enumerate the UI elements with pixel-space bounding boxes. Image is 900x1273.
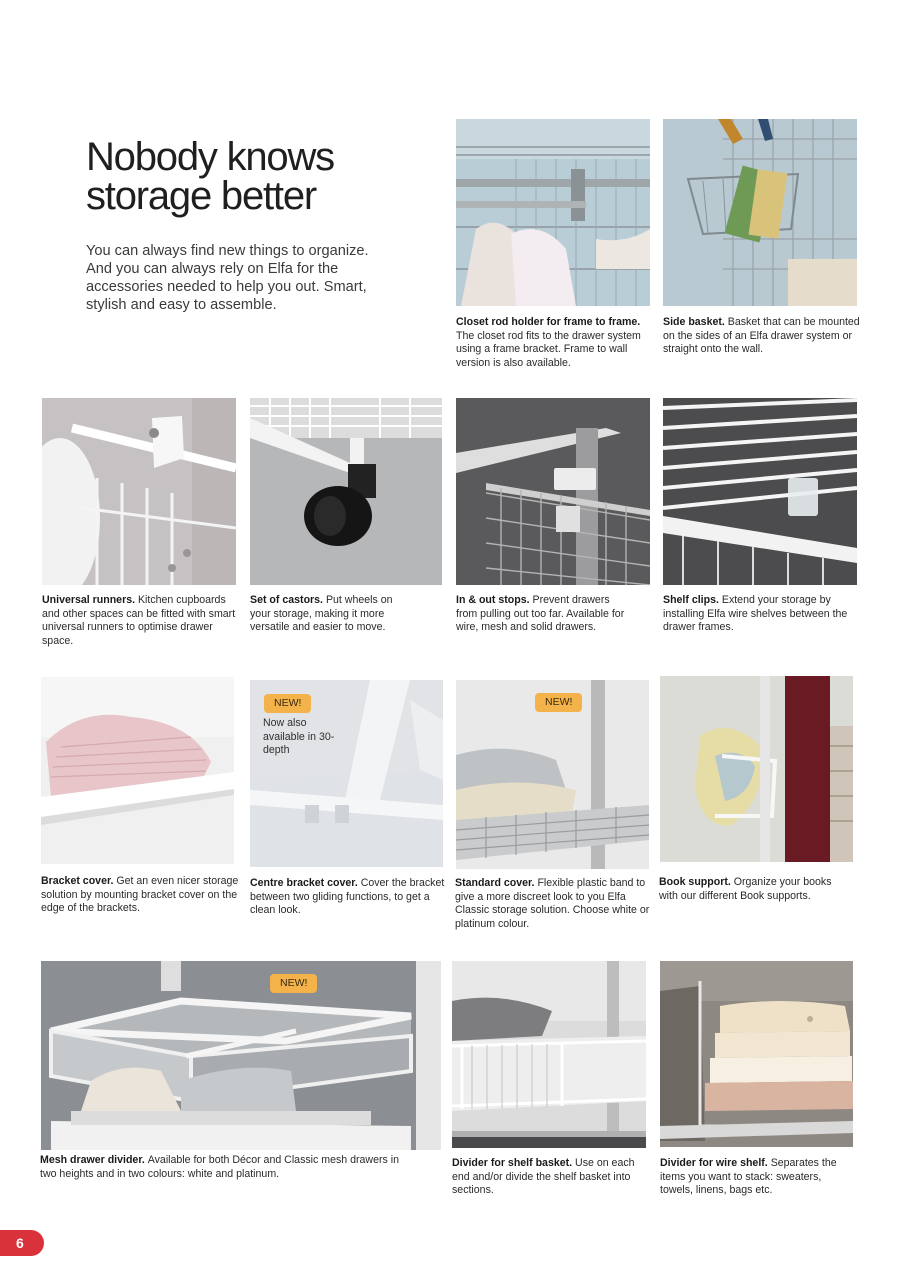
product-name: Book support. (659, 876, 734, 888)
page-number: 6 (16, 1235, 24, 1251)
title-line-2: storage better (86, 174, 317, 218)
product-name: Universal runners. (42, 594, 138, 606)
product-description: Extend your storage by installing Elfa wire shelves between the drawer frames. (663, 594, 848, 634)
product-description: Use on each end and/or divide the shelf basket into sections. (452, 1157, 635, 1197)
book-support-caption (659, 876, 849, 903)
divider-wire-shelf-photo (660, 961, 853, 1147)
product-description: Organize your books with our different Book supports. (659, 876, 832, 902)
product-name: Closet rod holder for frame to frame. (456, 316, 641, 328)
centre-bracket-cover-caption (250, 877, 445, 918)
product-name: Set of castors. (250, 594, 326, 606)
depth-note: Now also available in 30-depth (263, 717, 335, 757)
product-name: Divider for wire shelf. (660, 1157, 771, 1169)
product-description: Cover the bracket between two gliding functions, to get a clean look. (250, 877, 445, 917)
new-badge: NEW! (264, 694, 311, 713)
product-description: Get an even nicer storage solution by mounting bracket cover on the edge of the brackets. (41, 875, 239, 915)
page-number-tab (0, 1230, 44, 1256)
product-description: Kitchen cupboards and other spaces can be fitted with smart universal runners to optimise drawer space. (42, 594, 236, 647)
divider-shelf-basket-photo (452, 961, 646, 1148)
book-support-photo (660, 676, 853, 862)
bracket-cover-photo (41, 677, 234, 864)
set-of-castors-caption (250, 594, 400, 635)
product-name: Bracket cover. (41, 875, 117, 887)
universal-runners-photo (42, 398, 236, 585)
in-out-stops-photo (456, 398, 650, 585)
page-title (86, 135, 426, 218)
shelf-clips-caption (663, 594, 853, 635)
in-out-stops-caption (456, 594, 632, 635)
new-badge: NEW! (535, 693, 582, 712)
universal-runners-caption (42, 594, 238, 648)
intro-text: You can always find new things to organize. And you can always rely on Elfa for the accessories needed to help you out. Smart, stylish and easy to assemble. (86, 243, 369, 313)
product-description: Put wheels on your storage, making it more versatile and easier to move. (250, 594, 393, 634)
divider-shelf-basket-caption (452, 1157, 646, 1198)
centre-bracket-cover-photo (250, 680, 443, 867)
bracket-cover-caption (41, 875, 241, 916)
set-of-castors-photo (250, 398, 442, 585)
product-name: In & out stops. (456, 594, 533, 606)
mesh-drawer-divider-caption (40, 1154, 415, 1181)
closet-rod-holder-photo (456, 119, 650, 306)
product-description: Prevent drawers from pulling out too far. Available for wire, mesh and solid drawers. (456, 594, 625, 634)
closet-rod-holder-caption (456, 316, 652, 370)
product-name: Standard cover. (455, 877, 538, 889)
product-description: Available for both Décor and Classic mesh drawers in two heights and in two colours: white and platinum. (40, 1154, 399, 1180)
divider-wire-shelf-caption (660, 1157, 850, 1198)
product-description: The closet rod fits to the drawer system using a frame bracket. Frame to wall version is also available. (456, 329, 641, 369)
standard-cover-caption (455, 877, 650, 931)
new-badge: NEW! (270, 974, 317, 993)
product-name: Centre bracket cover. (250, 877, 361, 889)
product-description: Basket that can be mounted on the sides of an Elfa drawer system or straight onto the wall. (663, 316, 860, 356)
standard-cover-photo (456, 680, 649, 869)
product-description: Flexible plastic band to give a more discreet look to you Elfa Classic storage solution. Choose white or platinum colour. (455, 877, 650, 930)
product-name: Mesh drawer divider. (40, 1154, 148, 1166)
side-basket-photo (663, 119, 857, 306)
title-line-1: Nobody knows (86, 135, 334, 179)
product-name: Side basket. (663, 316, 728, 328)
shelf-clips-photo (663, 398, 857, 585)
product-name: Shelf clips. (663, 594, 722, 606)
product-description: Separates the items you want to stack: sweaters, towels, linens, bags etc. (660, 1157, 837, 1197)
side-basket-caption (663, 316, 863, 357)
mesh-drawer-divider-photo (41, 961, 441, 1150)
product-name: Divider for shelf basket. (452, 1157, 576, 1169)
